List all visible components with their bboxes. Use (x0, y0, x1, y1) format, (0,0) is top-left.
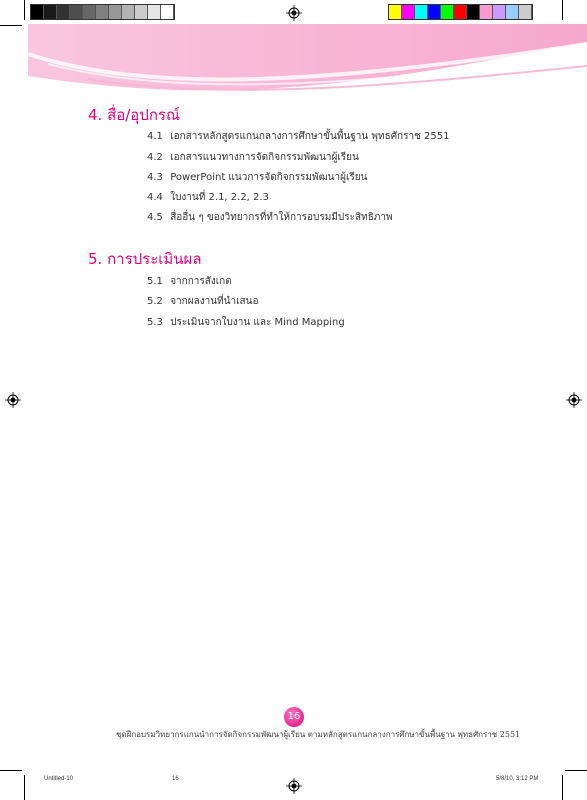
color-swatch (57, 5, 70, 19)
color-swatch (402, 5, 415, 19)
list-item: 4.1 เอกสารหลักสูตรแกนกลางการศึกษาขั้นพื้นฐาน พุทธศักราช 2551 (147, 131, 450, 142)
process-color-bar (388, 4, 533, 20)
color-swatch (96, 5, 109, 19)
crop-mark (24, 775, 25, 800)
color-swatch (135, 5, 148, 19)
footer-text: ชุดฝึกอบรมวิทยากรแกนนำการจัดกิจกรรมพัฒนาผู้เรียน ตามหลักสูตรแกนกลางการศึกษาขั้นพื้นฐาน พุทธศักราช 2551 (116, 730, 521, 739)
color-swatch (44, 5, 57, 19)
crop-mark (0, 25, 22, 26)
registration-mark-icon (286, 778, 302, 794)
list-item: 4.2 เอกสารแนวทางการจัดกิจกรรมพัฒนาผู้เรียน (147, 152, 359, 163)
color-swatch (389, 5, 402, 19)
section-title-evaluation: 5. การประเมินผล (88, 250, 202, 268)
list-item: 4.3 PowerPoint แนวการจัดกิจกรรมพัฒนาผู้เรียน (147, 172, 368, 183)
list-item: 5.1 จากการสังเกต (147, 276, 232, 287)
crop-mark (562, 775, 563, 800)
section-title-materials: 4. สื่อ/อุปกรณ์ (88, 106, 180, 124)
color-swatch (480, 5, 493, 19)
crop-mark (24, 0, 25, 20)
list-item: 4.5 สื่ออื่น ๆ ของวิทยากรที่ทำให้การอบรมมีประสิทธิภาพ (147, 212, 393, 223)
color-swatch (519, 5, 532, 19)
color-swatch (161, 5, 174, 19)
grayscale-color-bar (30, 4, 175, 20)
color-swatch (70, 5, 83, 19)
crop-mark (565, 770, 587, 771)
slug-file-name: Untitled-10 (44, 776, 74, 782)
color-swatch (467, 5, 480, 19)
color-swatch (506, 5, 519, 19)
pink-wave-header (28, 24, 587, 100)
list-item: 5.3 ประเมินจากใบงาน และ Mind Mapping (147, 317, 345, 328)
registration-mark-icon (5, 392, 21, 408)
slug-date: 5/8/10, 3:12 PM (496, 776, 539, 782)
crop-mark (0, 770, 22, 771)
color-swatch (122, 5, 135, 19)
color-swatch (109, 5, 122, 19)
slug-page-number: 16 (172, 776, 179, 782)
list-item: 4.4 ใบงานที่ 2.1, 2.2, 2.3 (147, 192, 269, 203)
crop-mark (562, 0, 563, 20)
list-item: 5.2 จากผลงานที่นำเสนอ (147, 296, 259, 307)
page-number-badge: 16 (284, 707, 304, 727)
color-swatch (441, 5, 454, 19)
color-swatch (454, 5, 467, 19)
registration-mark-icon (566, 392, 582, 408)
color-swatch (83, 5, 96, 19)
color-swatch (428, 5, 441, 19)
color-swatch (493, 5, 506, 19)
registration-mark-icon (286, 5, 302, 21)
color-swatch (31, 5, 44, 19)
color-swatch (415, 5, 428, 19)
color-swatch (148, 5, 161, 19)
